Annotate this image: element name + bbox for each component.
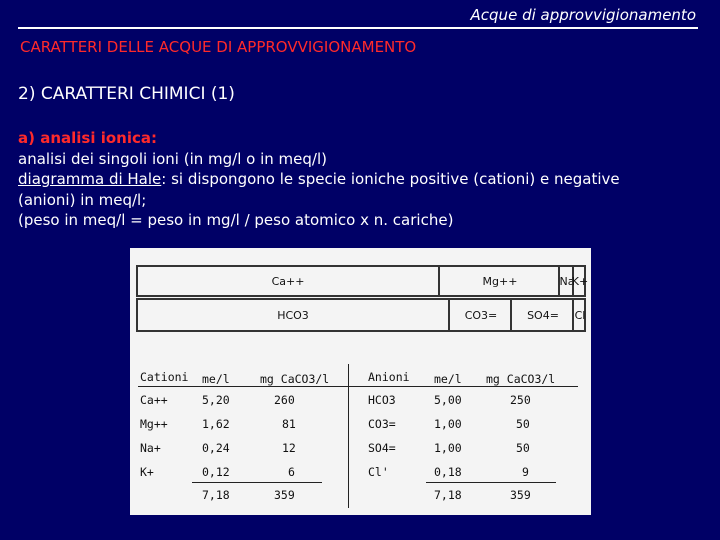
header-title: Acque di approvvigionamento [470,6,696,24]
cation-mg: 6 [288,465,295,479]
anion-bar-so4: SO4= [510,300,574,330]
header-cation-meq: me/l [202,372,230,386]
anion-bar-cl: Cl [572,300,586,330]
totals-rule-anion [426,482,556,483]
anion-meq: 1,00 [434,441,462,455]
header-cationi: Cationi [140,370,189,384]
header-rule [138,386,578,387]
cation-ion: Na+ [140,441,161,455]
cation-meq: 5,20 [202,393,230,407]
cation-bar-mg: Mg++ [438,267,560,295]
body-line-3: (anioni) in meq/l; [18,190,147,209]
anion-mg: 50 [516,417,530,431]
header-divider [18,27,698,29]
anion-meq: 5,00 [434,393,462,407]
body-text [18,128,708,231]
anion-bar-hco3: HCO3 [277,308,309,322]
anion-bar-co3: CO3= [448,300,512,330]
anion-ion: Cl' [368,465,389,479]
anion-mg: 9 [522,465,529,479]
totals-rule-cation [192,482,322,483]
anion-meq: 1,00 [434,417,462,431]
anion-ion: SO4= [368,441,396,455]
body-line-1: analisi dei singoli ioni (in mg/l o in meq/l) [18,149,327,168]
header-anion-mg: mg CaCO3/l [486,372,556,386]
subtitle: 2) CARATTERI CHIMICI (1) [18,84,235,104]
anion-mg: 50 [516,441,530,455]
anion-meq: 0,18 [434,465,462,479]
anion-ion: CO3= [368,417,396,431]
cation-meq: 1,62 [202,417,230,431]
cation-bar [136,265,589,297]
cation-meq: 0,12 [202,465,230,479]
anion-bar [136,298,586,332]
cation-ion: K+ [140,465,154,479]
cation-total-meq: 7,18 [202,488,230,502]
body-line-4: (peso in meq/l = peso in mg/l / peso atomico x n. cariche) [18,211,454,229]
hale-diagram-link[interactable]: diagramma di Hale [18,170,162,188]
body-line-2-rest: : si dispongono le specie ioniche positive (cationi) e negative [161,170,620,188]
cation-meq: 0,24 [202,441,230,455]
cation-ion: Mg++ [140,417,168,431]
anion-mg: 250 [510,393,531,407]
header-anion-meq: me/l [434,372,462,386]
analysis-label: a) analisi ionica: [18,129,157,147]
header-anioni: Anioni [368,370,410,384]
cation-mg: 12 [282,441,296,455]
cation-bar-ca: Ca++ [271,274,305,288]
cation-bar-k: K+ [572,267,586,295]
anion-ion: HCO3 [368,393,396,407]
anion-total-mg: 359 [510,488,531,502]
cation-mg: 260 [274,393,295,407]
cation-total-mg: 359 [274,488,295,502]
body-line-2 [18,169,708,190]
cation-mg: 81 [282,417,296,431]
section-title: CARATTERI DELLE ACQUE DI APPROVVIGIONAMENTO [20,38,417,56]
header-cation-mg: mg CaCO3/l [260,372,330,386]
cation-ion: Ca++ [140,393,168,407]
hale-diagram-figure [130,248,591,515]
anion-total-meq: 7,18 [434,488,462,502]
column-divider [348,364,349,508]
cation-bar-na: Na [558,267,574,295]
